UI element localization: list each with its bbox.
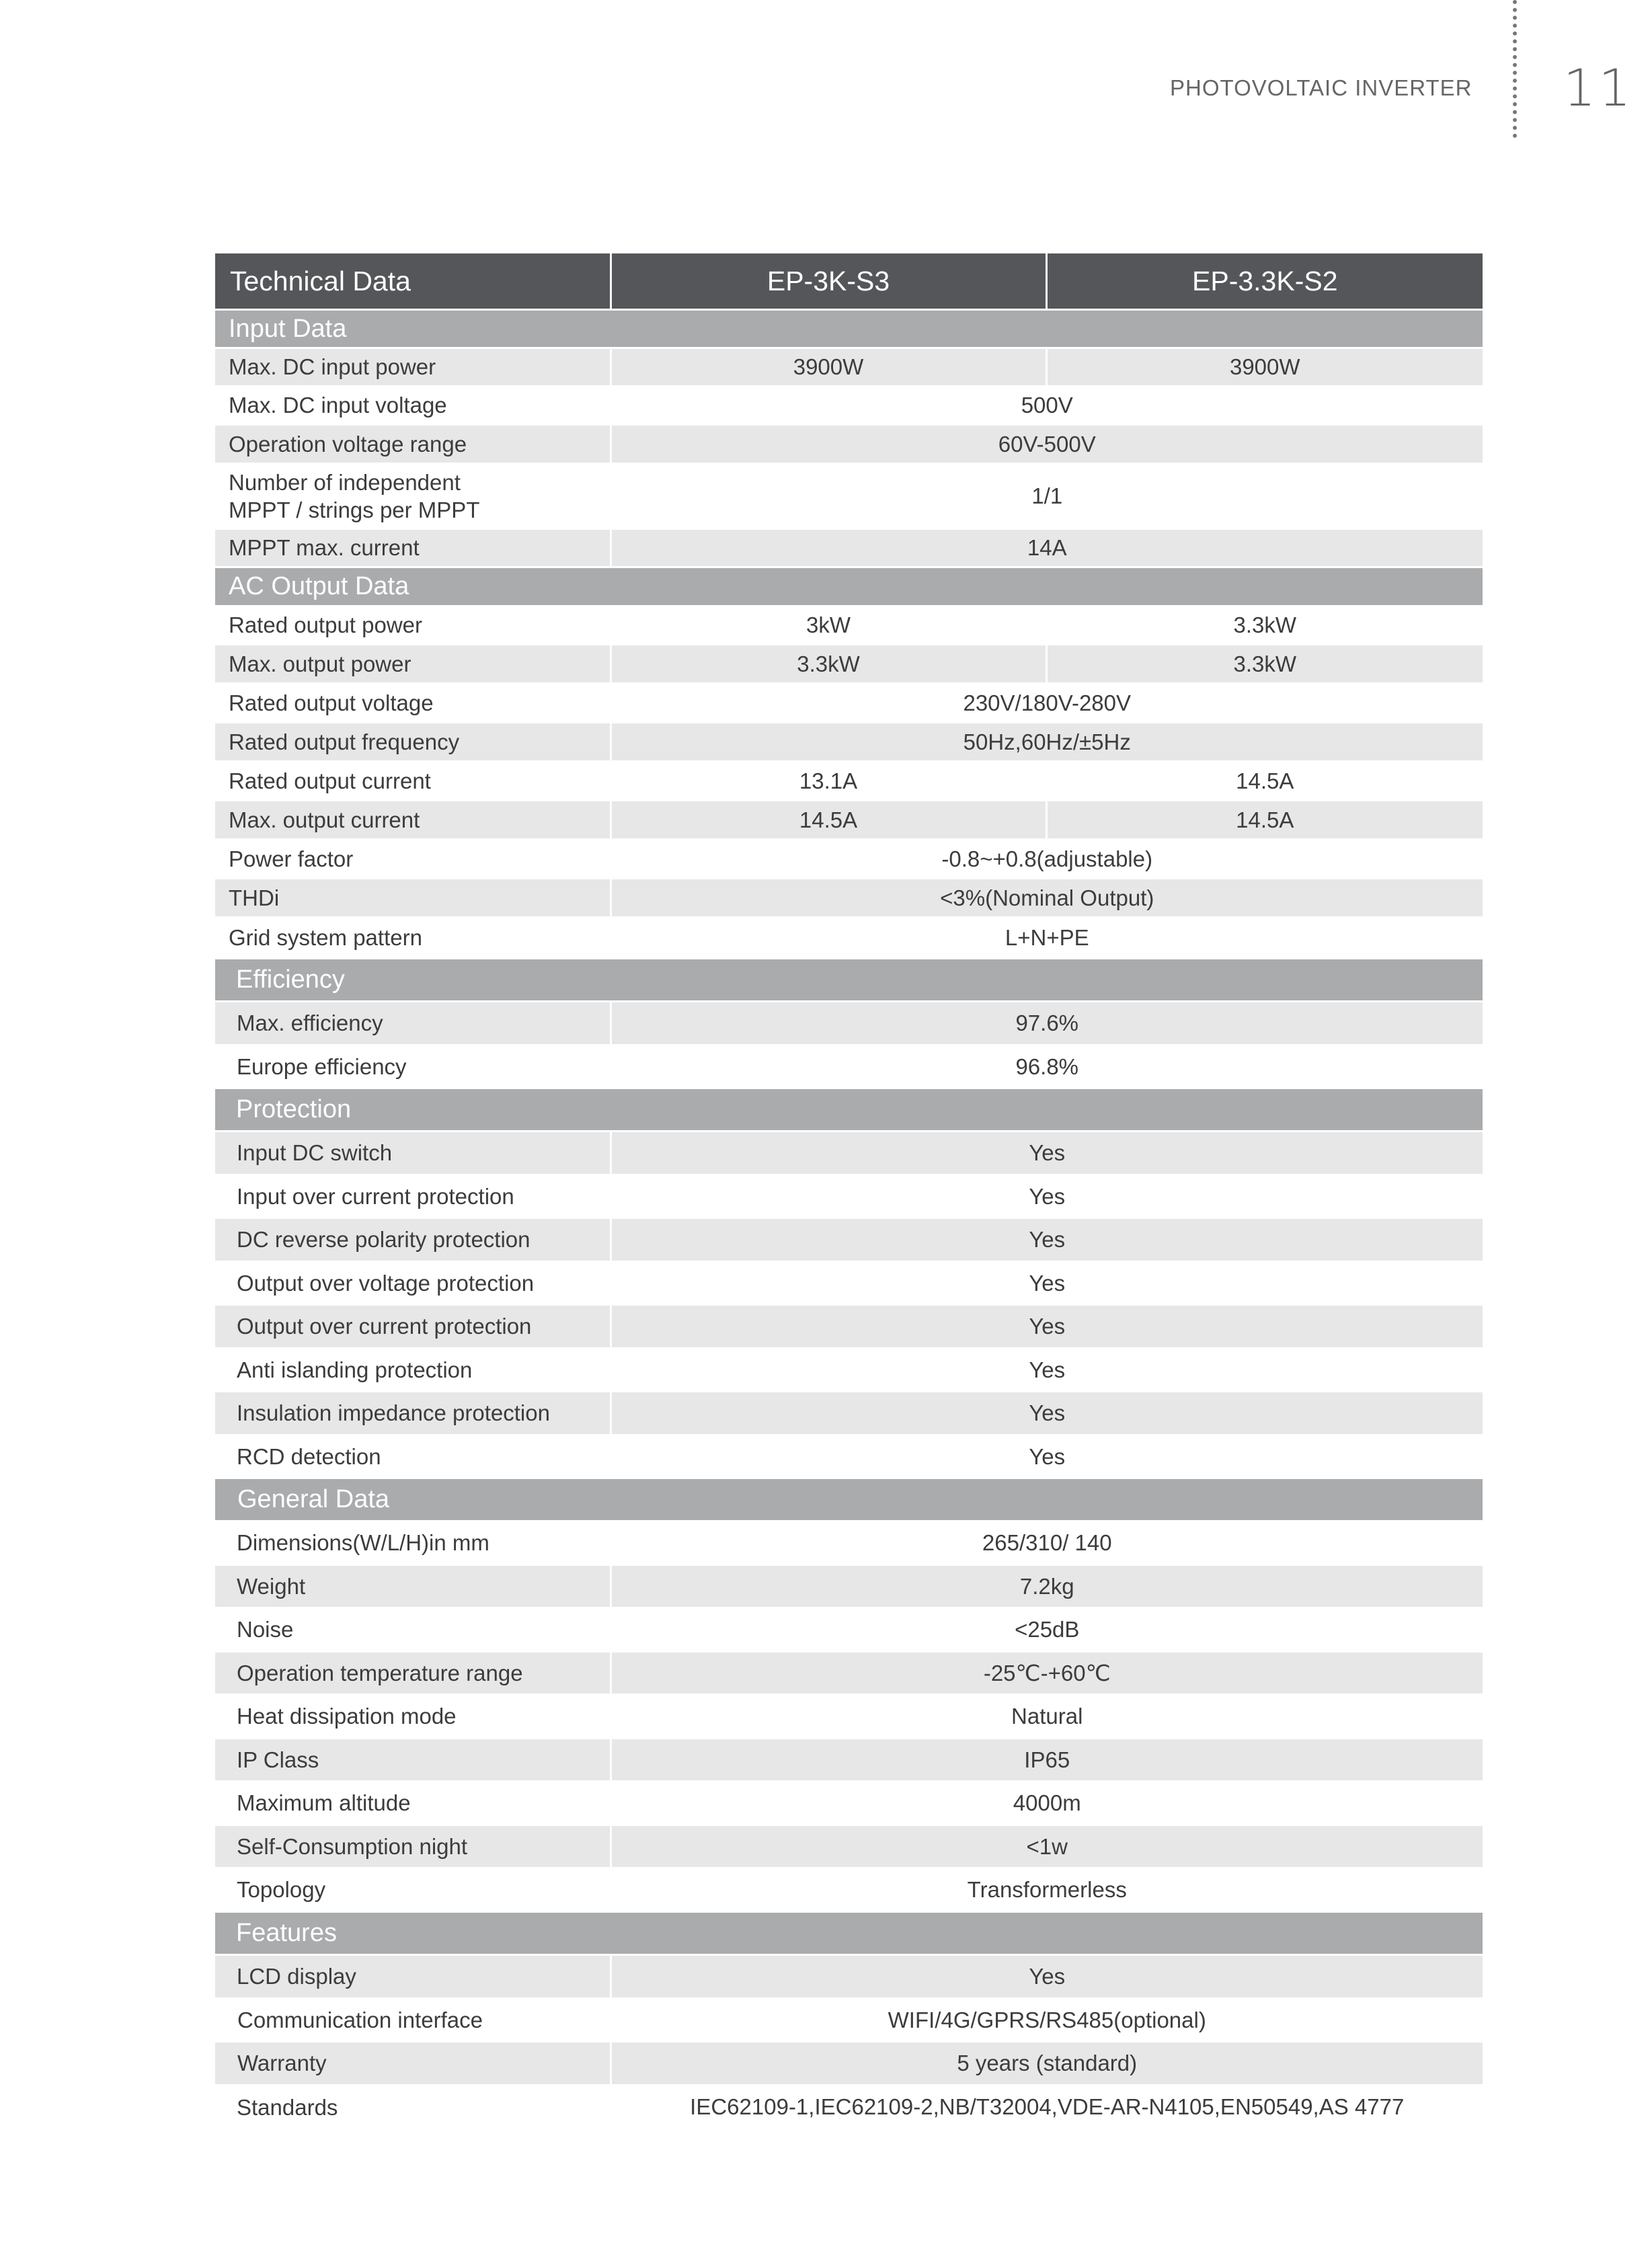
row-label: Max. DC input voltage (215, 387, 611, 425)
table-row (215, 1999, 1483, 2042)
row-value: Yes (611, 1305, 1483, 1349)
row-label: Communication interface (215, 1999, 611, 2042)
row-label (215, 464, 611, 529)
row-value-a: 14.5A (611, 801, 1046, 840)
section-title: AC Output Data (215, 567, 1483, 606)
table-row (215, 879, 1483, 918)
row-value: IP65 (611, 1739, 1483, 1782)
row-label: Operation voltage range (215, 425, 611, 464)
technical-data-table (215, 253, 1483, 2129)
section-features (215, 1912, 1483, 1955)
table-row (215, 425, 1483, 464)
table-row (215, 2086, 1483, 2129)
section-title: Efficiency (215, 959, 1483, 1002)
row-label: Heat dissipation mode (215, 1695, 611, 1739)
page-number: 11 (1563, 58, 1634, 118)
row-label-line1: Number of independent (229, 469, 461, 495)
table-row (215, 684, 1483, 723)
row-value: 97.6% (611, 1002, 1483, 1045)
row-label: Noise (215, 1608, 611, 1652)
row-label: Max. output current (215, 801, 611, 840)
table-row (215, 1868, 1483, 1912)
row-value: Yes (611, 1349, 1483, 1392)
table-row (215, 2042, 1483, 2086)
row-value-a: 13.1A (611, 762, 1046, 801)
row-value: 230V/180V-280V (611, 684, 1483, 723)
row-value: Yes (611, 1392, 1483, 1435)
table-row (215, 1262, 1483, 1305)
row-label-line2: MPPT / strings per MPPT (229, 498, 480, 522)
table-row (215, 1435, 1483, 1478)
row-value: Yes (611, 1175, 1483, 1218)
row-value-b: 14.5A (1046, 762, 1483, 801)
row-value: 265/310/ 140 (611, 1521, 1483, 1565)
header-label: Technical Data (215, 253, 611, 310)
row-label: IP Class (215, 1739, 611, 1782)
section-general-data (215, 1478, 1483, 1521)
table-row (215, 606, 1483, 645)
row-label: Rated output current (215, 762, 611, 801)
row-label: Operation temperature range (215, 1652, 611, 1695)
row-value: 7.2kg (611, 1565, 1483, 1608)
table-row (215, 387, 1483, 425)
row-value: 1/1 (611, 464, 1483, 529)
section-protection (215, 1088, 1483, 1132)
table-row (215, 529, 1483, 567)
row-label: Anti islanding protection (215, 1349, 611, 1392)
row-value: WIFI/4G/GPRS/RS485(optional) (611, 1999, 1483, 2042)
row-label: Grid system pattern (215, 918, 611, 959)
section-title: Features (215, 1912, 1483, 1955)
row-value: <1w (611, 1825, 1483, 1868)
row-label: Insulation impedance protection (215, 1392, 611, 1435)
row-value: 96.8% (611, 1045, 1483, 1088)
table-row (215, 1565, 1483, 1608)
row-value-a: 3kW (611, 606, 1046, 645)
row-label: Standards (215, 2086, 611, 2129)
section-title: Protection (215, 1088, 1483, 1132)
row-label: Europe efficiency (215, 1045, 611, 1088)
row-label: Rated output voltage (215, 684, 611, 723)
table-row (215, 1305, 1483, 1349)
table-row (215, 1521, 1483, 1565)
table-row (215, 1392, 1483, 1435)
row-label: Topology (215, 1868, 611, 1912)
row-label: Warranty (215, 2042, 611, 2086)
table-row (215, 1218, 1483, 1262)
row-label: Output over current protection (215, 1305, 611, 1349)
table-row (215, 1955, 1483, 1999)
row-label: Power factor (215, 840, 611, 879)
row-label: Rated output frequency (215, 723, 611, 762)
row-value-a: 3900W (611, 348, 1046, 387)
row-value: <25dB (611, 1608, 1483, 1652)
section-ac-output-data (215, 567, 1483, 606)
row-label: Weight (215, 1565, 611, 1608)
row-value: 5 years (standard) (611, 2042, 1483, 2086)
row-value: L+N+PE (611, 918, 1483, 959)
table-row (215, 1002, 1483, 1045)
table-row (215, 801, 1483, 840)
row-value: 50Hz,60Hz/±5Hz (611, 723, 1483, 762)
table-row (215, 645, 1483, 684)
row-value: 14A (611, 529, 1483, 567)
row-value: Yes (611, 1435, 1483, 1478)
table-row (215, 1349, 1483, 1392)
row-label: DC reverse polarity protection (215, 1218, 611, 1262)
section-title: Input Data (215, 310, 1483, 348)
row-label: Max. efficiency (215, 1002, 611, 1045)
row-value: 60V-500V (611, 425, 1483, 464)
row-value: 500V (611, 387, 1483, 425)
header-divider (1513, 0, 1517, 138)
row-value-a: 3.3kW (611, 645, 1046, 684)
row-label: Max. output power (215, 645, 611, 684)
row-label: LCD display (215, 1955, 611, 1999)
header-model-a: EP-3K-S3 (611, 253, 1046, 310)
section-input-data (215, 310, 1483, 348)
section-title: General Data (215, 1478, 1483, 1521)
row-label: Dimensions(W/L/H)in mm (215, 1521, 611, 1565)
row-value: Yes (611, 1132, 1483, 1175)
table-row (215, 1652, 1483, 1695)
table-row (215, 1695, 1483, 1739)
table-row (215, 1608, 1483, 1652)
table-row (215, 723, 1483, 762)
row-label: Input over current protection (215, 1175, 611, 1218)
row-value: 4000m (611, 1782, 1483, 1825)
row-label: Max. DC input power (215, 348, 611, 387)
row-label: Input DC switch (215, 1132, 611, 1175)
row-value-b: 3900W (1046, 348, 1483, 387)
header-title: PHOTOVOLTAIC INVERTER (1170, 75, 1472, 100)
row-value-b: 3.3kW (1046, 606, 1483, 645)
header-model-b: EP-3.3K-S2 (1046, 253, 1483, 310)
row-value: -25℃-+60℃ (611, 1652, 1483, 1695)
table-header-row (215, 253, 1483, 310)
row-label: MPPT max. current (215, 529, 611, 567)
row-value: <3%(Nominal Output) (611, 879, 1483, 918)
table-row (215, 1045, 1483, 1088)
row-label: RCD detection (215, 1435, 611, 1478)
row-value-b: 3.3kW (1046, 645, 1483, 684)
table-row (215, 348, 1483, 387)
table-row (215, 1132, 1483, 1175)
table-row (215, 464, 1483, 529)
table-row (215, 918, 1483, 959)
row-value-b: 14.5A (1046, 801, 1483, 840)
row-label: THDi (215, 879, 611, 918)
table-row (215, 762, 1483, 801)
row-value: Yes (611, 1955, 1483, 1999)
table-row (215, 840, 1483, 879)
row-value: Natural (611, 1695, 1483, 1739)
table-row (215, 1175, 1483, 1218)
row-value: IEC62109-1,IEC62109-2,NB/T32004,VDE-AR-N4105,EN50549,AS 4777 (611, 2086, 1483, 2129)
table-row (215, 1739, 1483, 1782)
row-label: Maximum altitude (215, 1782, 611, 1825)
row-value: Yes (611, 1262, 1483, 1305)
row-label: Self-Consumption night (215, 1825, 611, 1868)
row-label: Rated output power (215, 606, 611, 645)
table-row (215, 1782, 1483, 1825)
section-efficiency (215, 959, 1483, 1002)
table-row (215, 1825, 1483, 1868)
row-value: -0.8~+0.8(adjustable) (611, 840, 1483, 879)
row-value: Transformerless (611, 1868, 1483, 1912)
row-label: Output over voltage protection (215, 1262, 611, 1305)
row-value: Yes (611, 1218, 1483, 1262)
